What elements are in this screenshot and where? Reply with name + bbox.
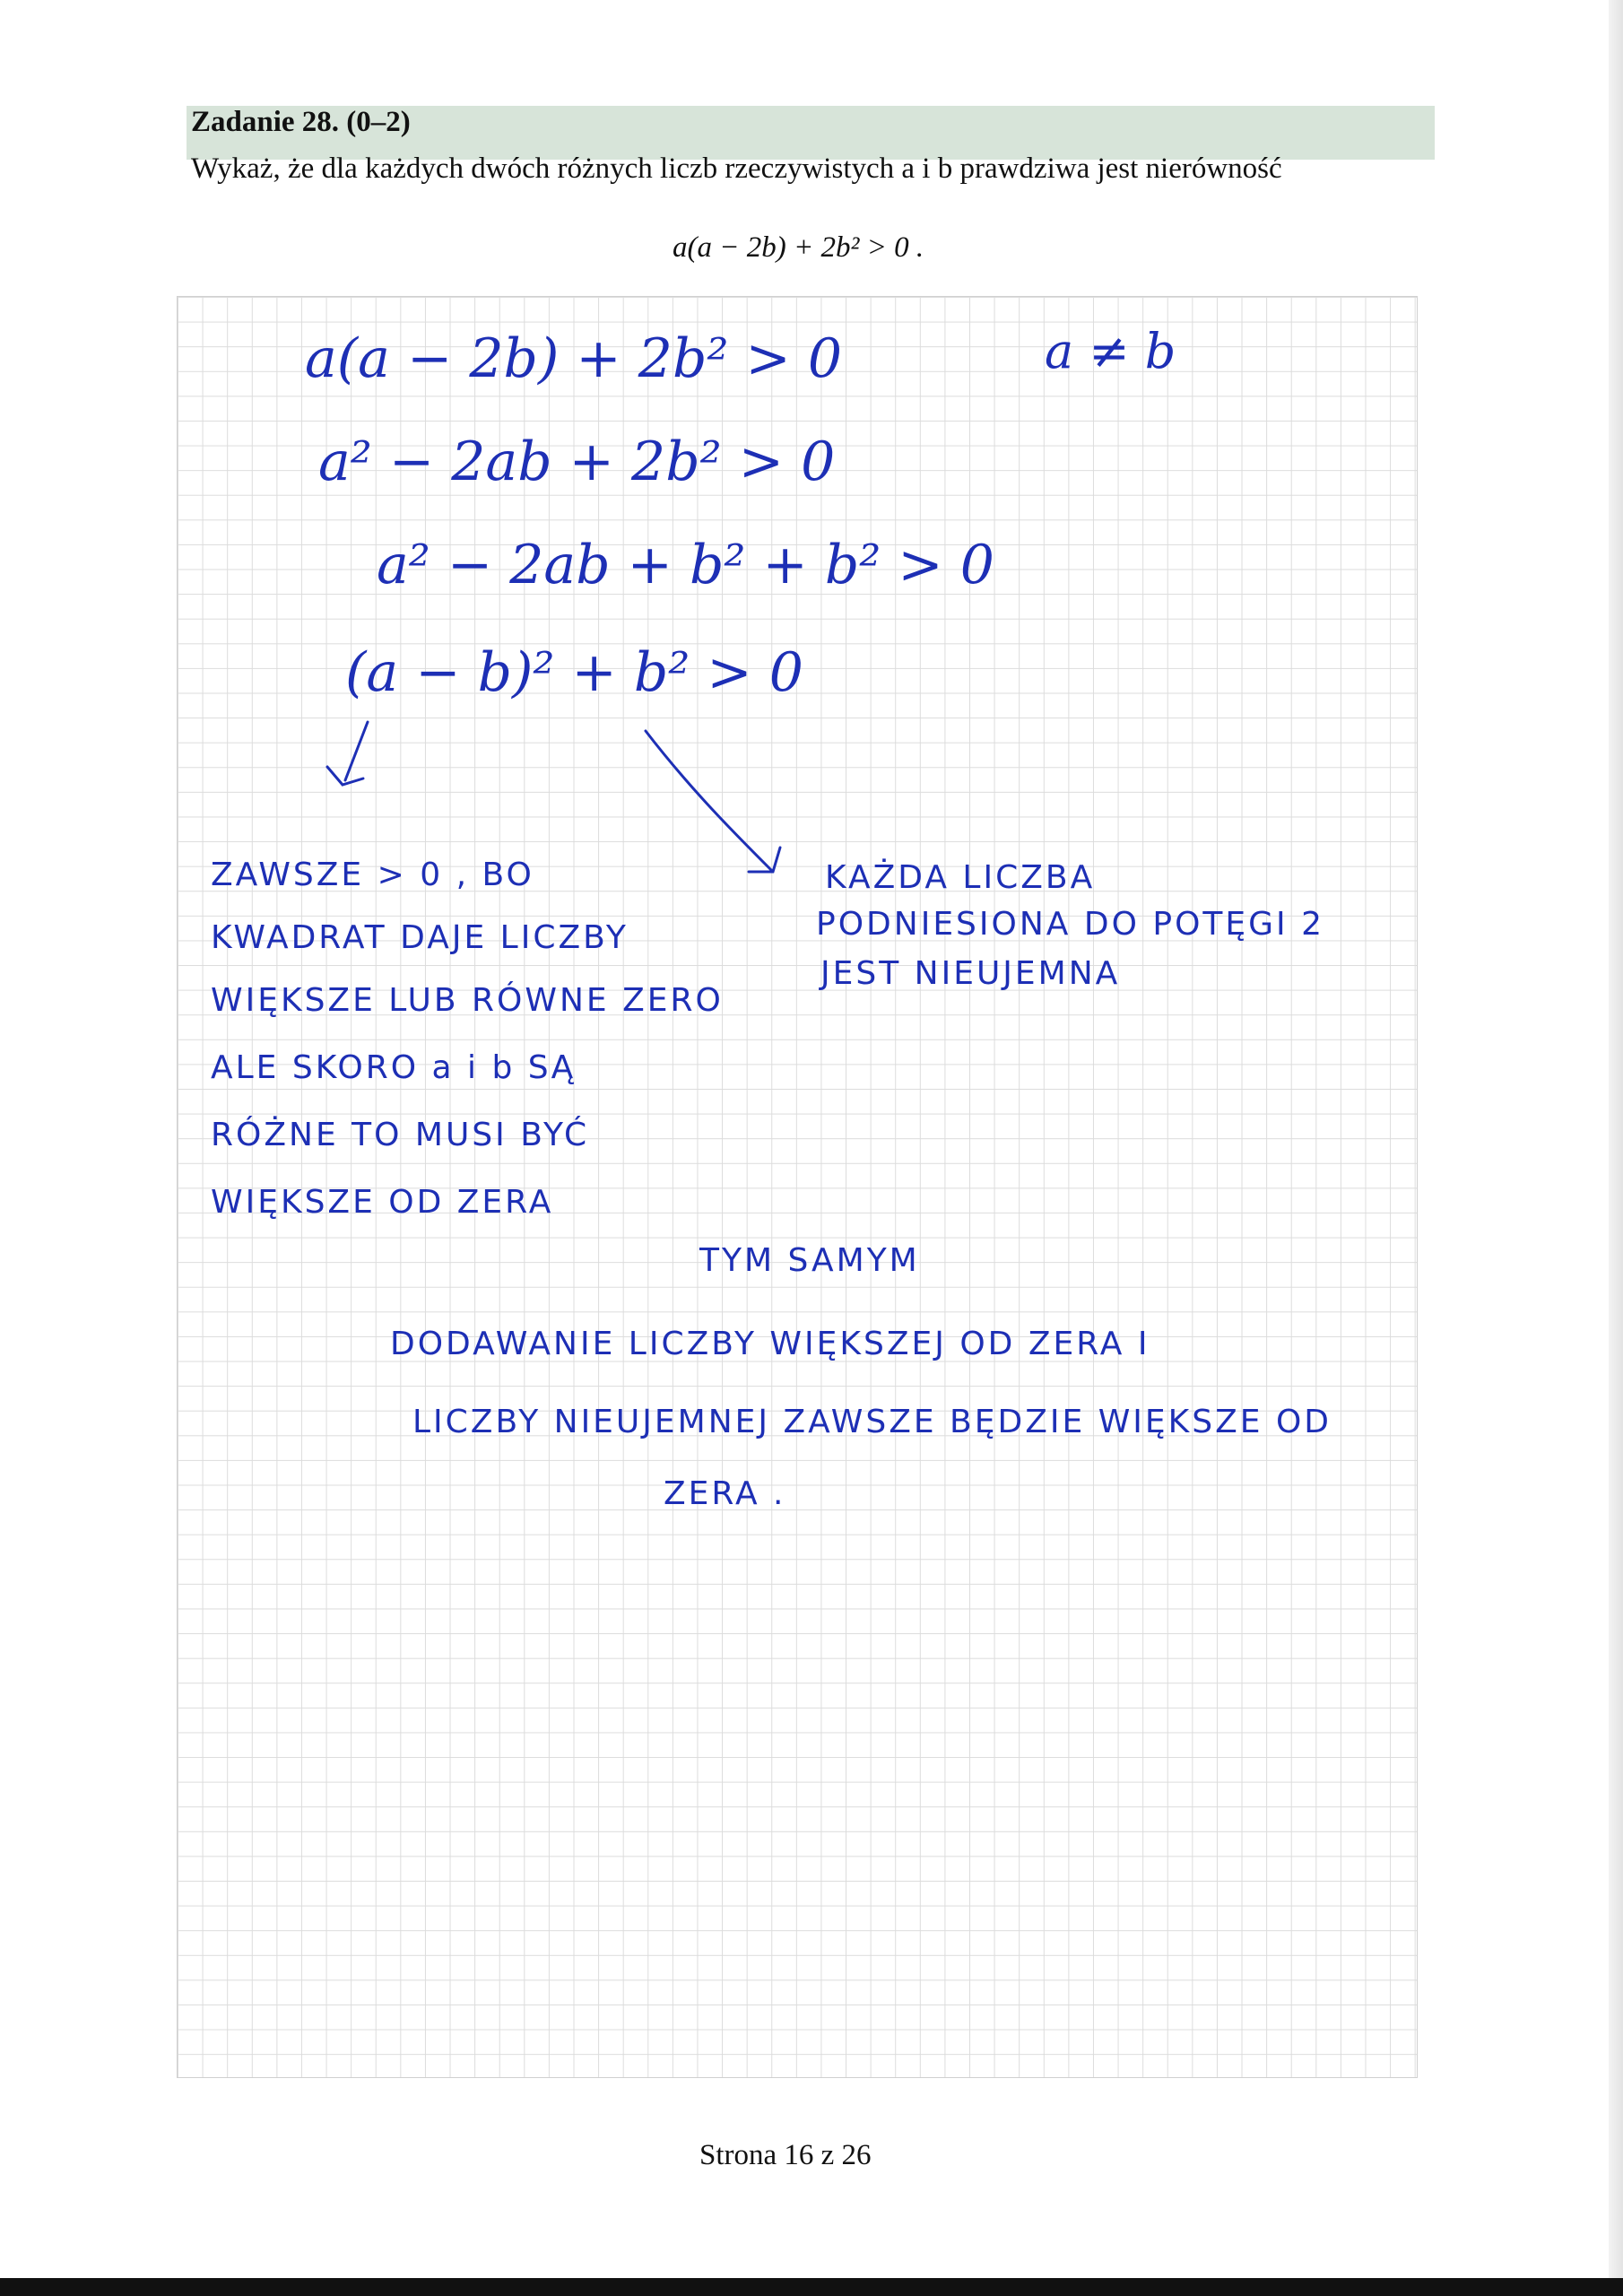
task-title: Zadanie 28. (0–2) [191,106,411,138]
hw-left-note-3: WIĘKSZE LUB RÓWNE ZERO [211,982,724,1019]
page-number: Strona 16 z 26 [699,2139,872,2171]
hw-left-note-1: ZAWSZE > 0 , BO [211,857,534,893]
task-formula: a(a − 2b) + 2b² > 0 . [673,231,924,264]
hw-conclusion-2: DODAWANIE LICZBY WIĘKSZEJ OD ZERA I [390,1326,1150,1362]
hw-math-line-3: a² − 2ab + b² + b² > 0 [377,534,994,596]
hw-math-line-2: a² − 2ab + 2b² > 0 [318,430,836,493]
hw-left-note-6: WIĘKSZE OD ZERA [211,1184,554,1221]
hw-left-note-2: KWADRAT DAJE LICZBY [211,919,629,956]
hw-right-note-3: JEST NIEUJEMNA [820,955,1121,992]
hw-left-note-5: RÓŻNE TO MUSI BYĆ [211,1117,590,1153]
hw-conclusion-3: LICZBY NIEUJEMNEJ ZAWSZE BĘDZIE WIĘKSZE OD [412,1404,1332,1440]
task-prompt: Wykaż, że dla każdych dwóch różnych liczb rzeczywistych a i b prawdziwa jest nierówność [191,152,1282,185]
hw-conclusion-1: TYM SAMYM [699,1242,920,1279]
hw-conclusion-4: ZERA . [664,1475,786,1512]
hw-condition: a ≠ b [1045,323,1176,379]
right-arrow [646,731,780,872]
hw-math-line-4: (a − b)² + b² > 0 [345,641,803,704]
hw-right-note-2: PODNIESIONA DO POTĘGI 2 [816,906,1325,943]
hw-math-line-1: a(a − 2b) + 2b² > 0 [305,327,843,390]
hw-right-note-1: KAŻDA LICZBA [825,859,1096,896]
left-arrow [327,722,368,785]
hw-left-note-4: ALE SKORO a i b SĄ [211,1049,577,1086]
